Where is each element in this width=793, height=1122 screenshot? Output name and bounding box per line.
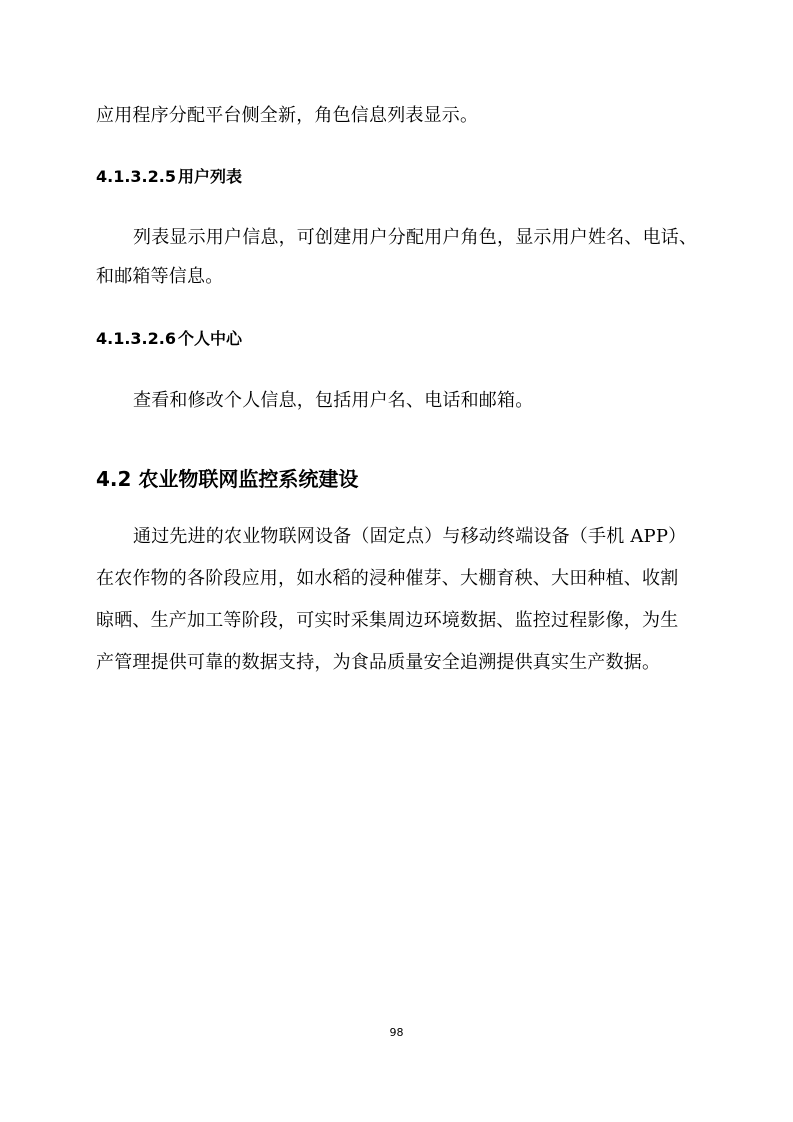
intro-text-line: 应用程序分配平台侧全新，角色信息列表显示。 (96, 105, 479, 126)
section-heading-user-list (96, 166, 242, 188)
section-title: 用户列表 (178, 167, 243, 186)
section-title: 个人中心 (178, 329, 243, 348)
paragraph-line: 和邮箱等信息。 (96, 266, 224, 287)
section-heading-personal-center (96, 328, 242, 350)
page-number: 98 (389, 1026, 404, 1039)
paragraph-line: 查看和修改个人信息，包括用户名、电话和邮箱。 (133, 390, 534, 411)
paragraph-line: 列表显示用户信息，可创建用户分配用户角色，显示用户姓名、电话、 (133, 227, 698, 248)
paragraph-line: 晾晒、生产加工等阶段，可实时采集周边环境数据、监控过程影像，为生 (96, 610, 679, 631)
section-number: 4.1.3.2.6 (96, 329, 176, 348)
section-number: 4.1.3.2.5 (96, 167, 176, 186)
section-heading-iot: 4.2 农业物联网监控系统建设 (96, 467, 359, 491)
paragraph-line: 产管理提供可靠的数据支持，为食品质量安全追溯提供真实生产数据。 (96, 652, 661, 673)
paragraph-line: 通过先进的农业物联网设备（固定点）与移动终端设备（手机 APP） (133, 526, 687, 547)
paragraph-line: 在农作物的各阶段应用，如水稻的浸种催芽、大棚育秧、大田种植、收割 (96, 568, 679, 589)
